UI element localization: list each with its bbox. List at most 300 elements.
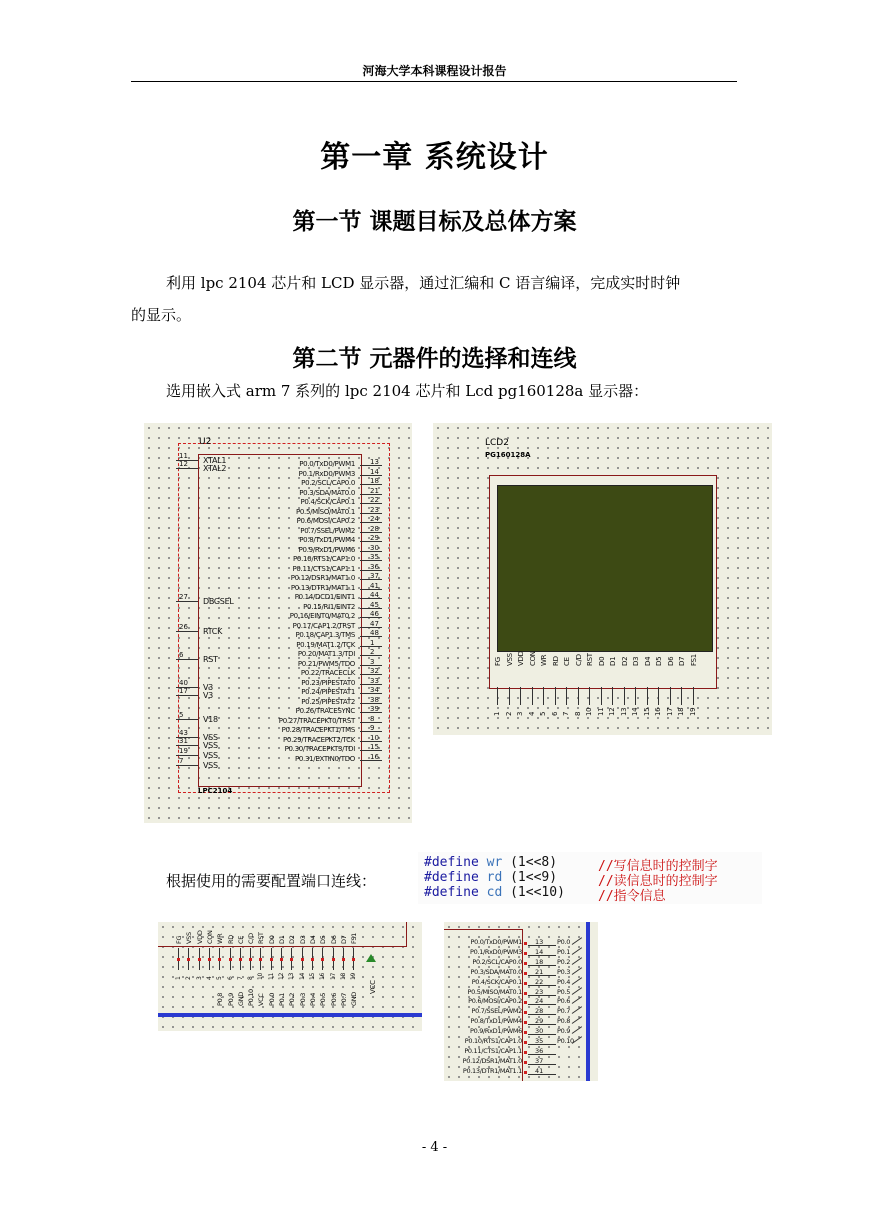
u2-right-pin-number: 37	[370, 572, 379, 580]
wiring-lcd-pin-number: 7	[236, 976, 244, 980]
code-line	[424, 885, 565, 900]
wiring-mcu-pin-dot	[524, 1071, 527, 1074]
lcd-pin-line	[555, 687, 556, 705]
lcd-schematic-figure	[433, 423, 772, 735]
u2-right-pin-name: P0.16/EINT0/MAT0.2	[289, 612, 355, 620]
wiring-lcd-net-label: P0.6	[329, 992, 338, 1006]
lcd-ref-label: LCD2	[485, 438, 509, 448]
wiring-lcd-pin-name: D3	[298, 935, 307, 944]
u2-right-pin-name: P0.11/CTS1/CAP1.1	[292, 564, 355, 573]
lcd-pin-number: 18	[677, 707, 685, 716]
wiring-mcu-pin-name: P0.8/TxD1/PWM4	[470, 1017, 522, 1026]
lcd-pin-number: 16	[654, 707, 662, 716]
lcd-pin-name: D2	[620, 656, 629, 666]
lcd-part-label: PG160128A	[485, 451, 531, 459]
lcd-pin-number: 15	[642, 707, 651, 716]
wiring-lcd-net-label: GND	[350, 991, 359, 1006]
u2-left-pin-line	[176, 695, 198, 696]
bus-line-vertical	[586, 922, 590, 1081]
bus-line	[158, 1013, 422, 1017]
code-macro-name: rd	[486, 870, 503, 885]
wiring-lcd-net-label: GND	[236, 991, 245, 1006]
wiring-mcu-bus-entry	[572, 1026, 582, 1034]
lcd-pin-line	[532, 687, 533, 705]
u2-left-pin-name: XTAL2	[203, 464, 227, 473]
wiring-mcu-pin-number: 37	[535, 1056, 544, 1065]
wiring-mcu-net-label: P0.6	[557, 997, 571, 1006]
u2-right-pin-name: P0.21/PWM5/TDO	[297, 659, 355, 668]
vcc-arrow-icon	[366, 954, 376, 962]
lcd-pin-number: 17	[665, 707, 674, 716]
u2-left-pin-number: 31	[179, 737, 188, 745]
page-number: - 4 -	[421, 1140, 448, 1155]
wiring-mcu-pin-line	[528, 1014, 556, 1015]
lcd-screen	[497, 485, 713, 652]
wiring-lcd-pin-dot	[249, 958, 252, 961]
u2-left-pin-number: 11	[179, 452, 188, 460]
wiring-mcu-pin-name: P0.1/RxD0/PWM3	[469, 947, 522, 956]
u2-left-pin-line	[176, 601, 198, 602]
lcd-pin-line	[681, 687, 682, 705]
u2-right-pin-name: P0.8/TxD1/PWM4	[299, 536, 355, 544]
u2-right-pin-name: P0.19/MAT1.2/TCK	[296, 640, 355, 649]
u2-right-pin-number: 2	[370, 648, 375, 656]
wiring-lcd-pin-number: 15	[308, 972, 316, 980]
u2-right-pin-number: 44	[370, 591, 379, 599]
u2-right-pin-name: P0.31/EXTIN0/TDO	[294, 754, 355, 763]
lcd-pin-line	[497, 687, 498, 705]
u2-right-pin-number: 36	[370, 562, 379, 571]
code-keyword: #define	[424, 885, 479, 900]
lcd-pin-number: 2	[504, 711, 513, 716]
u2-right-pin-name: P0.25/PIPESTAT2	[301, 697, 355, 706]
lcd-pin-name: D4	[643, 656, 652, 666]
wiring-lcd-pin-dot	[332, 958, 335, 961]
wiring-mcu-pin-dot	[524, 962, 527, 965]
code-macro-name: wr	[486, 855, 503, 870]
u2-right-pin-number: 16	[370, 752, 379, 761]
wiring-mcu-pin-dot	[524, 1011, 527, 1014]
wiring-lcd-pin-name: D6	[329, 935, 338, 944]
lcd-pin-line	[566, 687, 567, 705]
u2-right-pin-number: 29	[370, 534, 379, 542]
wiring-mcu-pin-dot	[524, 1041, 527, 1044]
lcd-pin-line	[520, 687, 521, 705]
lcd-pin-line	[647, 687, 648, 705]
wiring-mcu-pin-line	[528, 1074, 556, 1075]
wiring-lcd-pin-name: VSS	[185, 932, 194, 944]
lcd-pin-number: 19	[688, 707, 697, 716]
wiring-lcd-pin-number: 12	[278, 972, 285, 980]
u2-right-pin-name: P0.7/SSEL/PWM2	[300, 526, 355, 535]
wiring-lcd-pin-dot	[352, 958, 355, 961]
wiring-mcu-pin-line	[528, 945, 556, 946]
wiring-lcd-pin-name: CE	[236, 935, 245, 944]
wiring-lcd-pin-number: 2	[185, 976, 193, 980]
u2-right-pin-number: 21	[370, 486, 379, 495]
wiring-mcu-bus-entry	[572, 977, 582, 985]
wiring-lcd-pin-dot	[187, 958, 190, 961]
wiring-lcd-pin-number: 10	[257, 972, 265, 980]
u2-right-pin-number: 39	[370, 705, 379, 713]
lcd-pin-name: VSS	[505, 653, 514, 666]
lcd-pin-line	[693, 687, 694, 705]
code-macro-name: cd	[486, 885, 503, 900]
wiring-mcu-pin-dot	[524, 1021, 527, 1024]
lcd-wiring-figure	[158, 922, 422, 1031]
u2-right-pin-number: 41	[370, 581, 379, 590]
wiring-mcu-pin-name: P0.7/SSEL/PWM2	[471, 1007, 522, 1016]
lcd-pin-line	[589, 687, 590, 705]
u2-schematic-figure	[144, 423, 412, 823]
lcd-pin-line	[635, 687, 636, 705]
wiring-lcd-net-label: P0.2	[288, 992, 297, 1006]
wiring-mcu-net-label: P0.4	[557, 977, 571, 986]
section-1-paragraph-line-2: 的显示。	[131, 306, 192, 324]
wiring-mcu-pin-line	[528, 965, 556, 966]
wiring-lcd-net-label: P0.10	[247, 989, 256, 1006]
wiring-mcu-net-label: P0.5	[557, 987, 571, 996]
code-comment: //读信息时的控制字	[598, 874, 718, 889]
u2-left-pin-number: 12	[179, 460, 188, 468]
lcd-pin-name: D0	[597, 656, 606, 666]
wiring-lcd-pin-name: CON	[205, 930, 214, 944]
wiring-mcu-pin-name: P0.3/SDA/MAT0.0	[470, 967, 522, 976]
wiring-mcu-pin-name: P0.6/MOSI/CAP0.2	[468, 997, 522, 1006]
code-snippet	[418, 852, 762, 904]
wiring-mcu-net-label: P0.10	[557, 1037, 574, 1045]
wiring-lcd-net-label: P0.5	[319, 992, 328, 1006]
u2-right-pin-number: 48	[370, 629, 379, 637]
lcd-pin-line	[578, 687, 579, 705]
wiring-lcd-pin-dot	[301, 958, 304, 961]
wiring-lcd-net-label: P0.9	[226, 992, 235, 1006]
wiring-mcu-pin-number: 41	[535, 1066, 544, 1075]
u2-left-pin-name: VSS	[203, 761, 218, 770]
u2-right-pin-name: P0.18/CAP1.3/TMS	[295, 631, 355, 639]
u2-part-label: LPC2104	[198, 787, 233, 795]
wiring-mcu-pin-line	[528, 975, 556, 976]
wiring-lcd-pin-name: C/D	[247, 933, 256, 944]
wiring-mcu-net-label: P0.8	[557, 1017, 571, 1026]
u2-left-pin-line	[176, 765, 198, 766]
wiring-mcu-bus-entry	[572, 957, 582, 965]
u2-right-pin-number: 33	[370, 676, 379, 685]
lcd-pin-line	[624, 687, 625, 705]
wiring-lcd-pin-number: 6	[226, 976, 234, 980]
u2-right-pin-number: 9	[370, 724, 375, 732]
lcd-pin-number: 7	[562, 711, 570, 716]
u2-left-pin-number: 5	[179, 711, 184, 719]
wiring-mcu-pin-dot	[524, 992, 527, 995]
wiring-mcu-net-label: P0.1	[557, 947, 571, 956]
wiring-lcd-pin-name: RST	[257, 932, 266, 944]
wiring-mcu-pin-line	[528, 1054, 556, 1055]
lcd-pin-line	[670, 687, 671, 705]
wiring-lcd-pin-name: FS1	[350, 933, 359, 944]
wiring-lcd-pin-name: D2	[288, 935, 297, 944]
wiring-lcd-pin-dot	[321, 958, 324, 961]
lcd-pin-line	[658, 687, 659, 705]
wiring-mcu-pin-line	[528, 985, 556, 986]
wiring-lcd-net-label: VCC	[257, 993, 266, 1006]
wiring-mcu-pin-line	[528, 995, 556, 996]
lcd-pin-name: VDD	[517, 651, 525, 666]
wiring-mcu-pin-name: P0.12/DSR1/MAT1.0	[462, 1056, 522, 1065]
wiring-lcd-pin-number: 1	[175, 976, 182, 980]
u2-right-pin-number: 8	[370, 714, 375, 723]
code-comment: //指令信息	[598, 889, 666, 904]
u2-right-pin-name: P0.30/TRACEPKT3/TDI	[284, 745, 355, 753]
code-keyword: #define	[424, 870, 479, 885]
wiring-mcu-pin-line	[528, 1024, 556, 1025]
wiring-mcu-pin-number: 14	[535, 947, 544, 956]
wiring-lcd-pin-name: FG	[175, 935, 183, 944]
lcd-pin-number: 1	[493, 711, 501, 716]
lcd-pin-name: RST	[586, 653, 594, 666]
u2-right-pin-number: 14	[370, 467, 379, 476]
wiring-mcu-pin-number: 13	[535, 938, 544, 946]
wiring-lcd-pin-dot	[177, 958, 180, 961]
wiring-mcu-bus-entry	[572, 987, 582, 995]
wiring-lcd-pin-number: 14	[298, 972, 306, 980]
mcu-wiring-figure	[444, 922, 598, 1081]
wiring-mcu-bus-entry	[572, 997, 582, 1005]
wiring-mcu-pin-number: 24	[535, 997, 544, 1006]
u2-left-pin-name: RTCK	[203, 627, 223, 636]
u2-right-pin-number: 38	[370, 695, 379, 704]
lcd-pin-number: 8	[573, 711, 582, 716]
wiring-mcu-pin-dot	[524, 1061, 527, 1064]
u2-left-pin-line	[176, 631, 198, 632]
wiring-mcu-bus-entry	[572, 1007, 582, 1015]
wiring-mcu-pin-number: 21	[535, 967, 544, 976]
u2-left-pin-number: 17	[179, 687, 188, 695]
wiring-lcd-pin-name: VDD	[195, 930, 204, 944]
u2-right-pin-number: 47	[370, 619, 379, 628]
u2-right-pin-number: 23	[370, 505, 379, 514]
lcd-pin-number: 11	[596, 707, 605, 716]
wiring-mcu-pin-line	[528, 1044, 556, 1045]
u2-left-pin-name: VSS	[203, 733, 218, 742]
wiring-lcd-pin-dot	[311, 958, 314, 961]
wiring-lcd-pin-number: 3	[195, 976, 203, 980]
u2-right-pin-name: P0.17/CAP1.2/TRST	[292, 621, 355, 630]
u2-right-pin-name: P0.27/TRACEPKT0/TRST	[278, 716, 355, 725]
wiring-mcu-net-label: P0.3	[557, 967, 571, 976]
u2-right-pin-number: 1	[370, 638, 375, 647]
wiring-mcu-bus-entry	[572, 1016, 582, 1024]
u2-right-pin-name: P0.13/DTR1/MAT1.1	[290, 583, 355, 592]
wiring-lcd-net-label: P0.3	[298, 992, 307, 1006]
lcd-pin-number: 12	[608, 707, 616, 716]
wiring-mcu-pin-dot	[524, 982, 527, 985]
wiring-mcu-pin-number: 35	[535, 1037, 544, 1045]
wiring-mcu-pin-name: P0.4/SCK/CAP0.1	[471, 977, 522, 986]
wiring-lcd-pin-dot	[290, 958, 293, 961]
wiring-lcd-pin-dot	[239, 958, 242, 961]
wiring-mcu-pin-name: P0.5/MISO/MAT0.1	[467, 987, 522, 996]
u2-right-pin-number: 24	[370, 515, 379, 523]
u2-left-pin-number: 7	[179, 757, 184, 765]
wiring-mcu-pin-name: P0.0/TxD0/PWM1	[470, 938, 522, 946]
wiring-lcd-pin-number: 19	[350, 972, 358, 980]
lcd-pin-name: D6	[666, 656, 675, 666]
lcd-pin-line	[601, 687, 602, 705]
u2-left-pin-line	[176, 468, 198, 469]
u2-right-pin-name: P0.9/RxD1/PWM6	[298, 545, 355, 554]
wiring-mcu-pin-dot	[524, 1001, 527, 1004]
wiring-lcd-pin-dot	[270, 958, 273, 961]
u2-left-pin-line	[176, 745, 198, 746]
wiring-mcu-pin-dot	[524, 942, 527, 945]
wiring-mcu-bus-entry	[572, 967, 582, 975]
wiring-lcd-net-label: P0.7	[339, 992, 348, 1006]
lcd-pin-number: 5	[539, 711, 547, 716]
wiring-mcu-net-label: P0.0	[557, 938, 571, 946]
wiring-mcu-net-label: P0.9	[557, 1027, 571, 1036]
lcd-pin-name: FS1	[689, 654, 698, 666]
u2-ref-label: U2	[199, 437, 212, 447]
u2-left-pin-name: V3	[203, 683, 213, 692]
wiring-lcd-pin-name: WR	[216, 933, 225, 944]
u2-right-pin-name: P0.29/TRACEPKT2/TCK	[283, 735, 355, 744]
u2-right-pin-number: 13	[370, 458, 379, 466]
lcd-pin-line	[509, 687, 510, 705]
wiring-lcd-net-label: P0.0	[267, 992, 276, 1006]
u2-left-pin-name: V18	[203, 715, 218, 724]
u2-right-pin-number: 28	[370, 524, 379, 533]
lcd-pin-number: 13	[619, 707, 628, 716]
lcd-pin-line	[612, 687, 613, 705]
code-value: (1<<10)	[510, 885, 565, 900]
report-header: 河海大学本科课程设计报告	[362, 64, 507, 78]
code-line	[424, 870, 557, 885]
u2-right-pin-number: 15	[370, 743, 379, 751]
u2-left-pin-number: 43	[179, 729, 188, 737]
wiring-mcu-pin-name: P0.11/CTS1/CAP1.1	[464, 1046, 522, 1055]
wiring-mcu-pin-name: P0.10/RTS1/CAP1.0	[464, 1037, 522, 1045]
u2-left-pin-name: DBGSEL	[203, 597, 234, 606]
lcd-pin-name: WR	[540, 654, 548, 666]
u2-left-pin-number: 6	[179, 651, 184, 659]
wiring-mcu-pin-line	[528, 1034, 556, 1035]
u2-left-pin-number: 40	[179, 679, 188, 687]
wiring-lcd-pin-name: RD	[226, 935, 235, 944]
wiring-mcu-pin-dot	[524, 1051, 527, 1054]
wiring-lcd-pin-name: D1	[278, 935, 286, 944]
u2-right-pin-number: 35	[370, 553, 379, 561]
lcd-pin-name: D3	[632, 656, 640, 666]
wiring-lcd-pin-name: D4	[308, 935, 317, 944]
lcd-pin-name: RD	[551, 656, 560, 666]
lcd-pin-number: 6	[550, 711, 559, 716]
u2-right-pin-number: 10	[370, 733, 379, 742]
chapter-title: 第一章 系统设计	[320, 140, 549, 175]
wiring-lcd-pin-dot	[198, 958, 201, 961]
u2-right-pin-name: P0.3/SDA/MAT0.0	[299, 488, 355, 497]
lcd-pin-name: FG	[494, 657, 502, 666]
u2-left-pin-name: VSS	[203, 751, 218, 760]
u2-right-pin-name: P0.2/SCL/CAP0.0	[301, 479, 355, 487]
lcd-pin-number: 4	[527, 711, 536, 716]
wiring-mcu-bus-entry	[572, 937, 582, 945]
wiring-lcd-pin-number: 11	[267, 972, 275, 980]
u2-right-pin-name: P0.26/TRACESYNC	[295, 707, 355, 715]
lcd-pin-name: D5	[655, 656, 663, 666]
wiring-lcd-pin-number: 5	[216, 976, 224, 980]
u2-right-pin-number: 3	[370, 657, 375, 666]
section-1-paragraph-line-1: 利用 lpc 2104 芯片和 LCD 显示器，通过汇编和 C 语言编译，完成实时时钟	[166, 274, 681, 292]
header-divider	[131, 81, 737, 82]
u2-right-pin-number: 18	[370, 477, 379, 485]
u2-right-pin-name: P0.0/TxD0/PWM1	[299, 460, 355, 468]
wiring-lcd-pin-name: D0	[267, 935, 276, 944]
u2-left-pin-number: 19	[179, 747, 188, 755]
section-2-paragraph: 选用嵌入式 arm 7 系列的 lpc 2104 芯片和 Lcd pg160128a 显示器：	[166, 382, 649, 400]
u2-right-pin-name: P0.24/PIPESTAT1	[301, 688, 355, 696]
wiring-mcu-pin-number: 28	[535, 1007, 544, 1016]
u2-right-pin-name: P0.14/DCD1/EINT1	[294, 593, 355, 601]
wiring-mcu-pin-name: P0.13/DTR1/MAT1.1	[462, 1066, 522, 1075]
wiring-vcc-label: VCC	[369, 980, 377, 994]
wiring-lcd-pin-name: D7	[339, 935, 348, 944]
u2-right-pin-name: P0.15/RI1/EINT2	[303, 602, 355, 611]
wiring-lcd-pin-dot	[259, 958, 262, 961]
code-value: (1<<8)	[510, 855, 558, 870]
u2-left-pin-name: V3	[203, 691, 213, 700]
lcd-pin-number: 10	[585, 707, 593, 716]
wiring-mcu-pin-dot	[524, 952, 527, 955]
wiring-mcu-pin-line	[528, 1064, 556, 1065]
u2-right-pin-name: P0.28/TRACEPKT1/TMS	[281, 726, 355, 734]
section-1-title: 第一节 课题目标及总体方案	[292, 209, 577, 235]
u2-right-pin-name: P0.4/SCK/CAP0.1	[300, 498, 355, 506]
u2-left-pin-line	[176, 659, 198, 660]
config-text: 根据使用的需要配置端口连线：	[166, 872, 377, 890]
wiring-lcd-pin-number: 18	[339, 972, 347, 980]
u2-right-pin-name: P0.20/MAT1.3/TDI	[297, 650, 355, 658]
u2-right-pin-name: P0.1/RxD0/PWM3	[298, 469, 355, 478]
u2-left-pin-line	[176, 719, 198, 720]
wiring-lcd-pin-dot	[229, 958, 232, 961]
wiring-mcu-net-label: P0.2	[557, 957, 571, 966]
u2-right-pin-name: P0.5/MISO/MAT0.1	[295, 507, 355, 516]
u2-right-pin-number: 46	[370, 610, 379, 618]
lcd-pin-name: D7	[678, 656, 686, 666]
wiring-mcu-pin-name: P0.2/SCL/CAP0.0	[472, 957, 522, 966]
wiring-lcd-pin-number: 4	[205, 976, 213, 980]
lcd-pin-name: C/D	[574, 654, 583, 666]
wiring-mcu-pin-number: 23	[535, 987, 544, 996]
wiring-lcd-pin-dot	[218, 958, 221, 961]
wiring-mcu-pin-line	[528, 955, 556, 956]
wiring-lcd-net-label: P0.8	[216, 992, 225, 1006]
u2-right-pin-name: P0.12/DSR1/MAT1.0	[290, 574, 355, 582]
u2-right-pin-name: P0.6/MOSI/CAP0.2	[296, 517, 355, 525]
u2-left-pin-number: 26	[179, 623, 188, 631]
wiring-mcu-net-label: P0.7	[557, 1007, 571, 1016]
wiring-lcd-pin-name: D5	[319, 935, 328, 944]
wiring-mcu-pin-dot	[524, 972, 527, 975]
wiring-lcd-pin-dot	[208, 958, 211, 961]
wiring-mcu-pin-number: 36	[535, 1046, 544, 1055]
wiring-lcd-pin-number: 8	[247, 976, 255, 980]
wiring-lcd-net-label: P0.4	[308, 992, 317, 1006]
u2-right-pin-number: 32	[370, 667, 379, 675]
wiring-mcu-pin-number: 29	[535, 1017, 544, 1026]
code-line	[424, 855, 557, 870]
